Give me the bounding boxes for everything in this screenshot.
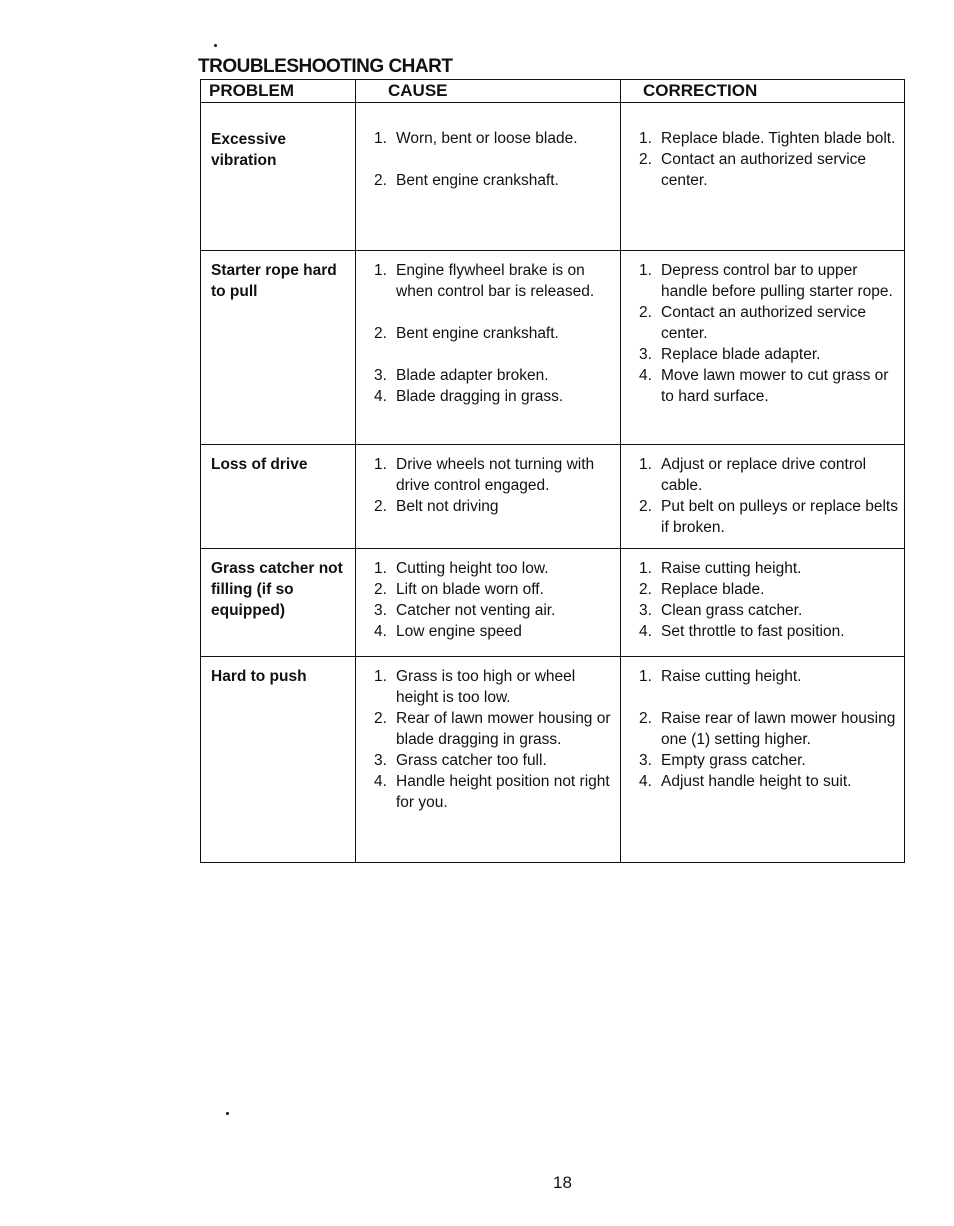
item-number: 2. (374, 581, 387, 598)
scan-speck-bottom (226, 1112, 229, 1115)
item-number: 1. (639, 456, 652, 473)
table-row (201, 251, 905, 445)
problem-cell: Hard to push (201, 657, 356, 863)
item-number: 2. (639, 304, 652, 321)
item-number: 2. (374, 710, 387, 727)
item-number: 1. (374, 456, 387, 473)
item-text: Cutting height too low. (396, 560, 549, 577)
correction-item (631, 600, 898, 621)
cause-cell (356, 103, 621, 251)
chart-title: TROUBLESHOOTING CHART (198, 56, 453, 77)
page-number: 18 (553, 1173, 572, 1192)
item-text: Low engine speed (396, 623, 522, 640)
problem-cell: Grass catcher not filling (if so equipped) (201, 549, 356, 657)
item-text: Engine flywheel brake is on when control bar is released. (396, 262, 595, 300)
item-number: 2. (374, 498, 387, 515)
item-number: 1. (639, 262, 652, 279)
problem-cell: Loss of drive (201, 445, 356, 549)
item-text: Contact an authorized service center. (661, 304, 867, 342)
cause-item (366, 621, 614, 642)
item-number: 2. (639, 710, 652, 727)
item-text: Lift on blade worn off. (396, 581, 544, 598)
item-number: 1. (374, 668, 387, 685)
cause-item (366, 260, 614, 302)
header-correction: CORRECTION (621, 80, 905, 103)
correction-item (631, 128, 898, 149)
correction-item (631, 365, 898, 407)
item-text: Rear of lawn mower housing or blade dragging in grass. (396, 710, 611, 748)
item-text: Worn, bent or loose blade. (396, 130, 578, 147)
correction-item (631, 579, 898, 600)
item-number: 1. (374, 560, 387, 577)
item-number: 2. (639, 151, 652, 168)
item-text: Replace blade. Tighten blade bolt. (661, 130, 896, 147)
item-number: 4. (639, 773, 652, 790)
cause-item (366, 323, 614, 344)
item-number: 1. (639, 560, 652, 577)
item-text: Replace blade. (661, 581, 765, 598)
correction-item (631, 708, 898, 750)
item-text: Blade dragging in grass. (396, 388, 564, 405)
item-text: Drive wheels not turning with drive control engaged. (396, 456, 595, 494)
item-number: 4. (374, 773, 387, 790)
item-number: 4. (374, 623, 387, 640)
item-number: 1. (639, 668, 652, 685)
item-text: Raise rear of lawn mower housing one (1) setting higher. (661, 710, 896, 748)
scan-speck-top (214, 44, 217, 47)
item-number: 2. (374, 172, 387, 189)
cause-item (366, 454, 614, 496)
item-number: 3. (639, 602, 652, 619)
cause-item (366, 708, 614, 750)
item-number: 3. (639, 752, 652, 769)
item-text: Put belt on pulleys or replace belts if broken. (661, 498, 898, 536)
correction-item (631, 771, 898, 792)
item-number: 3. (374, 367, 387, 384)
cause-item (366, 558, 614, 579)
item-number: 2. (374, 325, 387, 342)
item-number: 1. (639, 130, 652, 147)
item-number: 1. (374, 262, 387, 279)
item-number: 2. (639, 581, 652, 598)
item-text: Adjust or replace drive control cable. (661, 456, 867, 494)
correction-item (631, 260, 898, 302)
correction-cell (621, 549, 905, 657)
item-text: Depress control bar to upper handle before pulling starter rope. (661, 262, 893, 300)
cause-cell (356, 445, 621, 549)
item-number: 4. (374, 388, 387, 405)
cause-item (366, 386, 614, 407)
correction-cell (621, 657, 905, 863)
cause-item (366, 496, 614, 517)
item-number: 3. (374, 752, 387, 769)
cause-cell (356, 549, 621, 657)
problem-cell: Excessive vibration (201, 103, 356, 251)
cause-item (366, 771, 614, 813)
item-number: 4. (639, 623, 652, 640)
cause-cell (356, 657, 621, 863)
item-number: 4. (639, 367, 652, 384)
item-text: Empty grass catcher. (661, 752, 806, 769)
header-cause: CAUSE (356, 80, 621, 103)
item-text: Handle height position not right for you. (396, 773, 610, 811)
item-text: Blade adapter broken. (396, 367, 549, 384)
item-text: Adjust handle height to suit. (661, 773, 852, 790)
item-text: Bent engine crankshaft. (396, 325, 559, 342)
cause-item (366, 170, 614, 191)
correction-cell (621, 251, 905, 445)
correction-item (631, 666, 898, 687)
item-text: Raise cutting height. (661, 560, 802, 577)
item-text: Belt not driving (396, 498, 499, 515)
table-header-row (201, 80, 905, 103)
item-text: Clean grass catcher. (661, 602, 803, 619)
item-text: Set throttle to fast position. (661, 623, 845, 640)
correction-item (631, 750, 898, 771)
correction-item (631, 149, 898, 191)
correction-item (631, 344, 898, 365)
table-row (201, 549, 905, 657)
item-number: 2. (639, 498, 652, 515)
correction-item (631, 454, 898, 496)
table-row (201, 103, 905, 251)
correction-item (631, 496, 898, 538)
item-number: 3. (639, 346, 652, 363)
cause-item (366, 579, 614, 600)
cause-item (366, 750, 614, 771)
correction-cell (621, 445, 905, 549)
correction-item (631, 302, 898, 344)
header-problem: PROBLEM (201, 80, 356, 103)
cause-item (366, 600, 614, 621)
table-row (201, 657, 905, 863)
cause-item (366, 365, 614, 386)
item-text: Contact an authorized service center. (661, 151, 867, 189)
correction-item (631, 621, 898, 642)
cause-item (366, 128, 614, 149)
troubleshooting-table (200, 79, 905, 863)
cause-item (366, 666, 614, 708)
problem-cell: Starter rope hard to pull (201, 251, 356, 445)
item-text: Grass catcher too full. (396, 752, 547, 769)
item-text: Move lawn mower to cut grass or to hard surface. (661, 367, 889, 405)
cause-cell (356, 251, 621, 445)
item-text: Grass is too high or wheel height is too low. (396, 668, 576, 706)
item-text: Bent engine crankshaft. (396, 172, 559, 189)
table-row (201, 445, 905, 549)
item-text: Raise cutting height. (661, 668, 802, 685)
correction-cell (621, 103, 905, 251)
item-number: 3. (374, 602, 387, 619)
item-text: Replace blade adapter. (661, 346, 821, 363)
item-text: Catcher not venting air. (396, 602, 556, 619)
item-number: 1. (374, 130, 387, 147)
correction-item (631, 558, 898, 579)
